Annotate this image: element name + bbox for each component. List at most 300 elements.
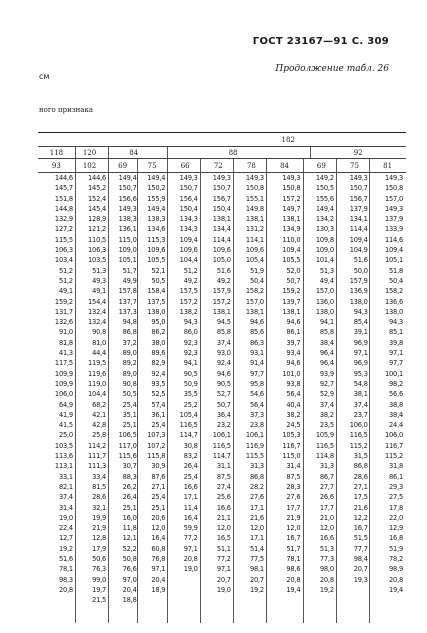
table-cell: 116,5	[315, 440, 334, 450]
table-cell: 16,4	[151, 533, 166, 543]
table-cell: 113,6	[54, 451, 73, 461]
table-cell: 137,3	[118, 306, 137, 316]
table-cell: 20,7	[353, 564, 368, 574]
table-cell: 49,1	[92, 286, 107, 296]
table-cell: 149,3	[245, 173, 264, 182]
table-cell: 38,4	[389, 409, 404, 419]
table-cell: 109,4	[179, 234, 198, 244]
table-cell: 149,8	[245, 203, 264, 213]
header-cell: 84	[129, 148, 139, 157]
header-cell: 78	[246, 161, 256, 170]
table-cell: 149,3	[179, 173, 198, 182]
table-cell: 138,1	[212, 306, 231, 316]
table-cell: 22,4	[58, 523, 73, 533]
table-cell: 51,3	[319, 265, 334, 275]
table-cell: 38,4	[319, 337, 334, 347]
table-cell: 94,1	[319, 317, 334, 327]
table-cell: 33,1	[58, 471, 73, 481]
table-cell: 114,6	[385, 234, 404, 244]
table-cell: 149,3	[349, 173, 368, 182]
header-cell: 93	[51, 161, 61, 170]
table-cell: 54,8	[353, 378, 368, 388]
table-cell: 77,5	[249, 553, 264, 563]
table-cell: 138,0	[349, 296, 368, 306]
table-cell: 138,0	[385, 306, 404, 316]
table-cell: 134,3	[179, 224, 198, 234]
table-cell: 82,1	[58, 481, 73, 491]
table-cell: 103,5	[88, 255, 107, 265]
table-cell: 36,4	[216, 409, 231, 419]
table-cell: 95,3	[353, 368, 368, 378]
table-cell: 16,8	[389, 533, 404, 543]
table-cell: 95,0	[151, 317, 166, 327]
table-cell: 23,7	[353, 409, 368, 419]
table-cell: 50,5	[122, 389, 137, 399]
table-cell: 87,5	[286, 471, 301, 481]
table-cell: 16,4	[183, 512, 198, 522]
table-cell: 51,8	[389, 265, 404, 275]
table-cell: 12,2	[353, 512, 368, 522]
table-cell: 37,4	[353, 399, 368, 409]
table-cell: 93,1	[249, 348, 264, 358]
table-cell: 96,4	[319, 348, 334, 358]
unit-label: см	[39, 72, 50, 81]
table-cell: 136,6	[385, 296, 404, 306]
table-cell: 149,3	[282, 173, 301, 182]
table-cell: 114,1	[245, 234, 264, 244]
table-cell: 109,9	[54, 378, 73, 388]
table-cell: 20,8	[286, 574, 301, 584]
table-cell: 52,1	[151, 265, 166, 275]
table-cell: 16,6	[216, 502, 231, 512]
table-cell: 115,5	[245, 451, 264, 461]
table-column	[266, 173, 300, 595]
table-cell: 20,6	[151, 512, 166, 522]
table-cell: 104,4	[88, 389, 107, 399]
table-cell: 137,9	[349, 203, 368, 213]
table-cell: 49,1	[58, 286, 73, 296]
table-cell: 59,9	[183, 523, 198, 533]
table-column	[200, 173, 231, 595]
table-cell: 149,4	[118, 173, 137, 182]
table-cell: 131,2	[245, 224, 264, 234]
table-cell: 149,3	[385, 203, 404, 213]
table-cell: 138,2	[179, 306, 198, 316]
table-cell: 17,8	[389, 502, 404, 512]
table-cell: 94,6	[249, 317, 264, 327]
table-cell: 98,1	[249, 564, 264, 574]
table-cell: 28,2	[249, 481, 264, 491]
table-cell: 106,1	[212, 430, 231, 440]
table-cell: 52,5	[151, 389, 166, 399]
table-cell: 21,0	[319, 512, 334, 522]
table-cell: 94,3	[353, 306, 368, 316]
table-cell: 19,0	[183, 564, 198, 574]
table-cell: 107,3	[147, 430, 166, 440]
table-cell: 155,1	[245, 193, 264, 203]
table-cell: 21,9	[92, 523, 107, 533]
table-cell: 150,8	[282, 183, 301, 193]
table-cell: 156,4	[179, 193, 198, 203]
table-cell: 157,2	[212, 296, 231, 306]
table-cell: 92,4	[216, 358, 231, 368]
table-cell: 138,1	[212, 214, 231, 224]
table-cell: 77,3	[319, 553, 334, 563]
table-cell: 98,0	[319, 564, 334, 574]
table-cell: 28,3	[286, 481, 301, 491]
table-cell: 51,6	[216, 265, 231, 275]
table-cell: 35,5	[183, 389, 198, 399]
table-cell: 116,7	[385, 440, 404, 450]
table-cell: 11,8	[122, 523, 137, 533]
table-cell: 138,1	[245, 306, 264, 316]
table-cell: 38,2	[286, 409, 301, 419]
table-cell: 19,0	[58, 512, 73, 522]
table-cell: 31,1	[216, 461, 231, 471]
table-cell: 109,9	[54, 368, 73, 378]
table-cell: 103,4	[54, 255, 73, 265]
table-cell: 56,6	[389, 389, 404, 399]
table-cell: 41,9	[58, 409, 73, 419]
table-cell: 157,2	[282, 193, 301, 203]
table-cell: 132,6	[54, 317, 73, 327]
table-cell: 157,0	[315, 286, 334, 296]
table-cell: 50,6	[92, 553, 107, 563]
table-cell: 49,4	[319, 275, 334, 285]
table-cell: 111,7	[88, 451, 107, 461]
table-cell: 94,8	[122, 317, 137, 327]
table-cell: 16,0	[122, 512, 137, 522]
table-cell: 23,5	[319, 420, 334, 430]
table-cell: 149,2	[315, 173, 334, 182]
table-cell: 86,8	[249, 471, 264, 481]
table-cell: 54,6	[249, 389, 264, 399]
table-cell: 91,0	[58, 327, 73, 337]
table-cell: 20,4	[151, 574, 166, 584]
table-cell: 86,8	[353, 461, 368, 471]
table-cell: 156,7	[349, 193, 368, 203]
table-cell: 87,5	[216, 471, 231, 481]
table-cell: 31,4	[286, 461, 301, 471]
table-cell: 109,6	[147, 245, 166, 255]
table-cell: 85,8	[216, 327, 231, 337]
table-cell: 150,8	[245, 183, 264, 193]
table-cell: 130,3	[315, 224, 334, 234]
header-cell: 118	[49, 148, 64, 157]
table-cell: 49,3	[92, 275, 107, 285]
table-cell: 38,2	[319, 409, 334, 419]
header-cell: 69	[118, 161, 128, 170]
table-cell: 115,3	[147, 234, 166, 244]
table-cell: 94,3	[183, 317, 198, 327]
table-cell: 20,8	[183, 553, 198, 563]
table-cell: 37,4	[319, 399, 334, 409]
table-cell: 98,9	[389, 564, 404, 574]
table-cell: 51,6	[353, 255, 368, 265]
table-cell: 88,3	[122, 471, 137, 481]
table-cell: 42,8	[92, 420, 107, 430]
table-cell: 97,1	[151, 564, 166, 574]
table-cell: 86,1	[389, 471, 404, 481]
table-cell: 138,0	[315, 306, 334, 316]
header-cell: 92	[353, 148, 363, 157]
table-cell: 94,1	[183, 358, 198, 368]
table-cell: 51,3	[319, 543, 334, 553]
table-cell: 27,6	[249, 492, 264, 502]
table-column	[303, 173, 334, 595]
table-cell: 150,7	[212, 183, 231, 193]
table-cell: 81,8	[58, 337, 73, 347]
table-cell: 93,9	[319, 368, 334, 378]
table-cell: 119,6	[88, 368, 107, 378]
table-cell: 24,5	[286, 420, 301, 430]
table-cell: 12,0	[319, 523, 334, 533]
table-cell: 20,7	[216, 574, 231, 584]
table-cell: 158,2	[385, 286, 404, 296]
table-column	[233, 173, 264, 595]
table-cell: 31,8	[389, 461, 404, 471]
table-cell: 52,7	[216, 389, 231, 399]
table-cell: 156,6	[118, 193, 137, 203]
table-cell: 99,0	[92, 574, 107, 584]
table-cell: 82,9	[151, 358, 166, 368]
table-cell: 154,4	[88, 296, 107, 306]
table-cell: 97,1	[389, 348, 404, 358]
table-cell: 27,5	[389, 492, 404, 502]
table-cell: 106,3	[88, 245, 107, 255]
table-cell: 139,7	[282, 296, 301, 306]
table-cell: 25,4	[183, 471, 198, 481]
table-cell: 109,4	[385, 245, 404, 255]
table-cell: 115,2	[349, 440, 368, 450]
table-cell: 97,1	[216, 564, 231, 574]
table-cell: 17,7	[319, 502, 334, 512]
header-cell: 75	[147, 161, 157, 170]
table-cell: 35,1	[122, 409, 137, 419]
table-cell: 56,4	[249, 399, 264, 409]
table-cell: 20,8	[319, 574, 334, 584]
table-cell: 86,2	[151, 327, 166, 337]
table-cell: 36,1	[151, 409, 166, 419]
table-cell: 109,0	[315, 245, 334, 255]
table-cell: 116,5	[349, 430, 368, 440]
table-cell: 81,5	[92, 481, 107, 491]
table-cell: 156,7	[212, 193, 231, 203]
table-cell: 98,6	[286, 564, 301, 574]
table-cell: 103,5	[54, 440, 73, 450]
table-cell: 106,5	[118, 430, 137, 440]
table-cell: 17,1	[249, 502, 264, 512]
table-cell: 104,9	[349, 245, 368, 255]
table-cell: 159,2	[54, 296, 73, 306]
header-row-level3	[38, 159, 406, 173]
table-cell: 30,7	[122, 461, 137, 471]
table-cell: 38,8	[389, 399, 404, 409]
table-cell: 12,8	[92, 533, 107, 543]
table-cell: 105,9	[315, 430, 334, 440]
table-column	[38, 173, 73, 595]
table-cell: 20,4	[122, 584, 137, 594]
table-cell: 117,0	[118, 440, 137, 450]
table-cell: 78,2	[389, 553, 404, 563]
table-cell: 25,4	[122, 399, 137, 409]
table-cell: 51,2	[58, 275, 73, 285]
table-cell: 106,3	[54, 245, 73, 255]
header-row-level2	[38, 147, 406, 159]
group-header-cell: 182	[281, 135, 295, 144]
table-cell: 136,0	[315, 296, 334, 306]
table-cell: 77,2	[183, 533, 198, 543]
table-cell: 22,0	[389, 512, 404, 522]
table-cell: 28,6	[353, 471, 368, 481]
table-cell: 157,5	[179, 286, 198, 296]
table-cell: 33,4	[92, 471, 107, 481]
table-cell: 87,6	[151, 471, 166, 481]
table-cell: 117,5	[54, 358, 73, 368]
table-cell: 27,1	[151, 481, 166, 491]
table-cell: 150,4	[212, 203, 231, 213]
table-cell: 114,7	[179, 430, 198, 440]
table-cell: 134,4	[212, 224, 231, 234]
table-cell: 51,2	[183, 265, 198, 275]
table-cell: 20,8	[58, 584, 73, 594]
table-cell: 68,2	[92, 399, 107, 409]
table-cell: 86,0	[183, 327, 198, 337]
table-cell: 97,1	[183, 543, 198, 553]
table-cell: 25,0	[58, 430, 73, 440]
table-cell: 23,2	[216, 420, 231, 430]
table-cell: 41,3	[58, 348, 73, 358]
table-cell: 77,2	[216, 553, 231, 563]
header-row-group	[38, 133, 406, 147]
continuation-caption: Продолжение табл. 26	[275, 64, 389, 74]
table-cell: 134,9	[282, 224, 301, 234]
table-cell: 19,4	[286, 584, 301, 594]
table-cell: 96,9	[353, 337, 368, 347]
table-cell: 144,8	[54, 203, 73, 213]
table-cell: 19,2	[249, 584, 264, 594]
table-cell: 37,4	[58, 492, 73, 502]
table-cell: 149,4	[315, 203, 334, 213]
table-cell: 116,5	[212, 440, 231, 450]
table-cell: 94,6	[286, 358, 301, 368]
table-cell: 152,4	[88, 193, 107, 203]
table-cell: 64,9	[58, 399, 73, 409]
table-cell: 92,7	[319, 378, 334, 388]
table-cell: 30,8	[183, 440, 198, 450]
table-cell: 101,0	[282, 368, 301, 378]
table-cell: 16,6	[319, 533, 334, 543]
table-cell: 31,3	[249, 461, 264, 471]
table-cell: 145,7	[54, 183, 73, 193]
table-cell: 85,1	[389, 327, 404, 337]
table-cell: 144,6	[54, 173, 73, 182]
table-cell: 111,3	[88, 461, 107, 471]
table-cell: 51,7	[122, 265, 137, 275]
table-cell: 50,4	[389, 275, 404, 285]
table-cell: 38,1	[353, 389, 368, 399]
table-cell: 51,7	[286, 543, 301, 553]
table-cell: 86,8	[122, 327, 137, 337]
table-cell: 119,0	[88, 378, 107, 388]
table-cell: 50,8	[122, 553, 137, 563]
table-cell: 138,1	[245, 214, 264, 224]
table-cell: 19,9	[92, 512, 107, 522]
table-column	[75, 173, 106, 605]
header-cell: 72	[213, 161, 223, 170]
table-cell: 149,4	[147, 173, 166, 182]
table-cell: 51,2	[58, 265, 73, 275]
table-cell: 12,0	[216, 523, 231, 533]
table-cell: 136,9	[349, 286, 368, 296]
standard-header: ГОСТ 23167—91 С. 309	[252, 36, 389, 47]
table-cell: 17,7	[286, 502, 301, 512]
table-cell: 27,1	[353, 481, 368, 491]
table-cell: 18,8	[122, 595, 137, 605]
table-cell: 27,6	[286, 492, 301, 502]
table-cell: 149,4	[147, 203, 166, 213]
table-cell: 132,4	[88, 306, 107, 316]
table-cell: 98,4	[353, 553, 368, 563]
table-cell: 50,5	[151, 275, 166, 285]
table-cell: 137,7	[118, 296, 137, 306]
table-cell: 76,6	[122, 564, 137, 574]
table-cell: 158,4	[147, 286, 166, 296]
table-column	[167, 173, 198, 575]
table-cell: 60,8	[151, 543, 166, 553]
table-cell: 31,5	[353, 451, 368, 461]
table-cell: 114,8	[315, 451, 334, 461]
table-cell: 39,1	[353, 327, 368, 337]
table-cell: 76,3	[92, 564, 107, 574]
table-cell: 92,4	[151, 368, 166, 378]
table-cell: 89,2	[122, 358, 137, 368]
table-cell: 26,6	[319, 492, 334, 502]
table-cell: 20,7	[249, 574, 264, 584]
table-cell: 105,4	[179, 409, 198, 419]
table-cell: 37,3	[249, 409, 264, 419]
table-cell: 137,5	[147, 296, 166, 306]
table-cell: 81,0	[92, 337, 107, 347]
table-cell: 106,1	[245, 430, 264, 440]
table-cell: 86,3	[249, 337, 264, 347]
table-cell: 144,6	[88, 173, 107, 182]
table-cell: 105,1	[385, 255, 404, 265]
table-cell: 39,7	[286, 337, 301, 347]
table-cell: 134,3	[179, 214, 198, 224]
table-cell: 26,4	[122, 492, 137, 502]
table-cell: 157,0	[385, 193, 404, 203]
table-cell: 50,4	[249, 275, 264, 285]
table-cell: 101,4	[315, 255, 334, 265]
table-cell: 51,5	[353, 533, 368, 543]
table-cell: 127,2	[54, 224, 73, 234]
table-cell: 50,7	[216, 399, 231, 409]
table-cell: 89,0	[122, 348, 137, 358]
table-cell: 12,7	[58, 533, 73, 543]
table-cell: 76,8	[151, 553, 166, 563]
table-cell: 114,2	[88, 440, 107, 450]
table-cell: 113,1	[54, 461, 73, 471]
table-cell: 27,7	[319, 481, 334, 491]
table-cell: 155,6	[315, 193, 334, 203]
table-cell: 115,0	[118, 234, 137, 244]
table-cell: 52,9	[319, 389, 334, 399]
table-cell: 51,1	[216, 543, 231, 553]
table-cell: 26,2	[122, 481, 137, 491]
table-cell: 26,4	[183, 461, 198, 471]
table-cell: 52,0	[286, 265, 301, 275]
